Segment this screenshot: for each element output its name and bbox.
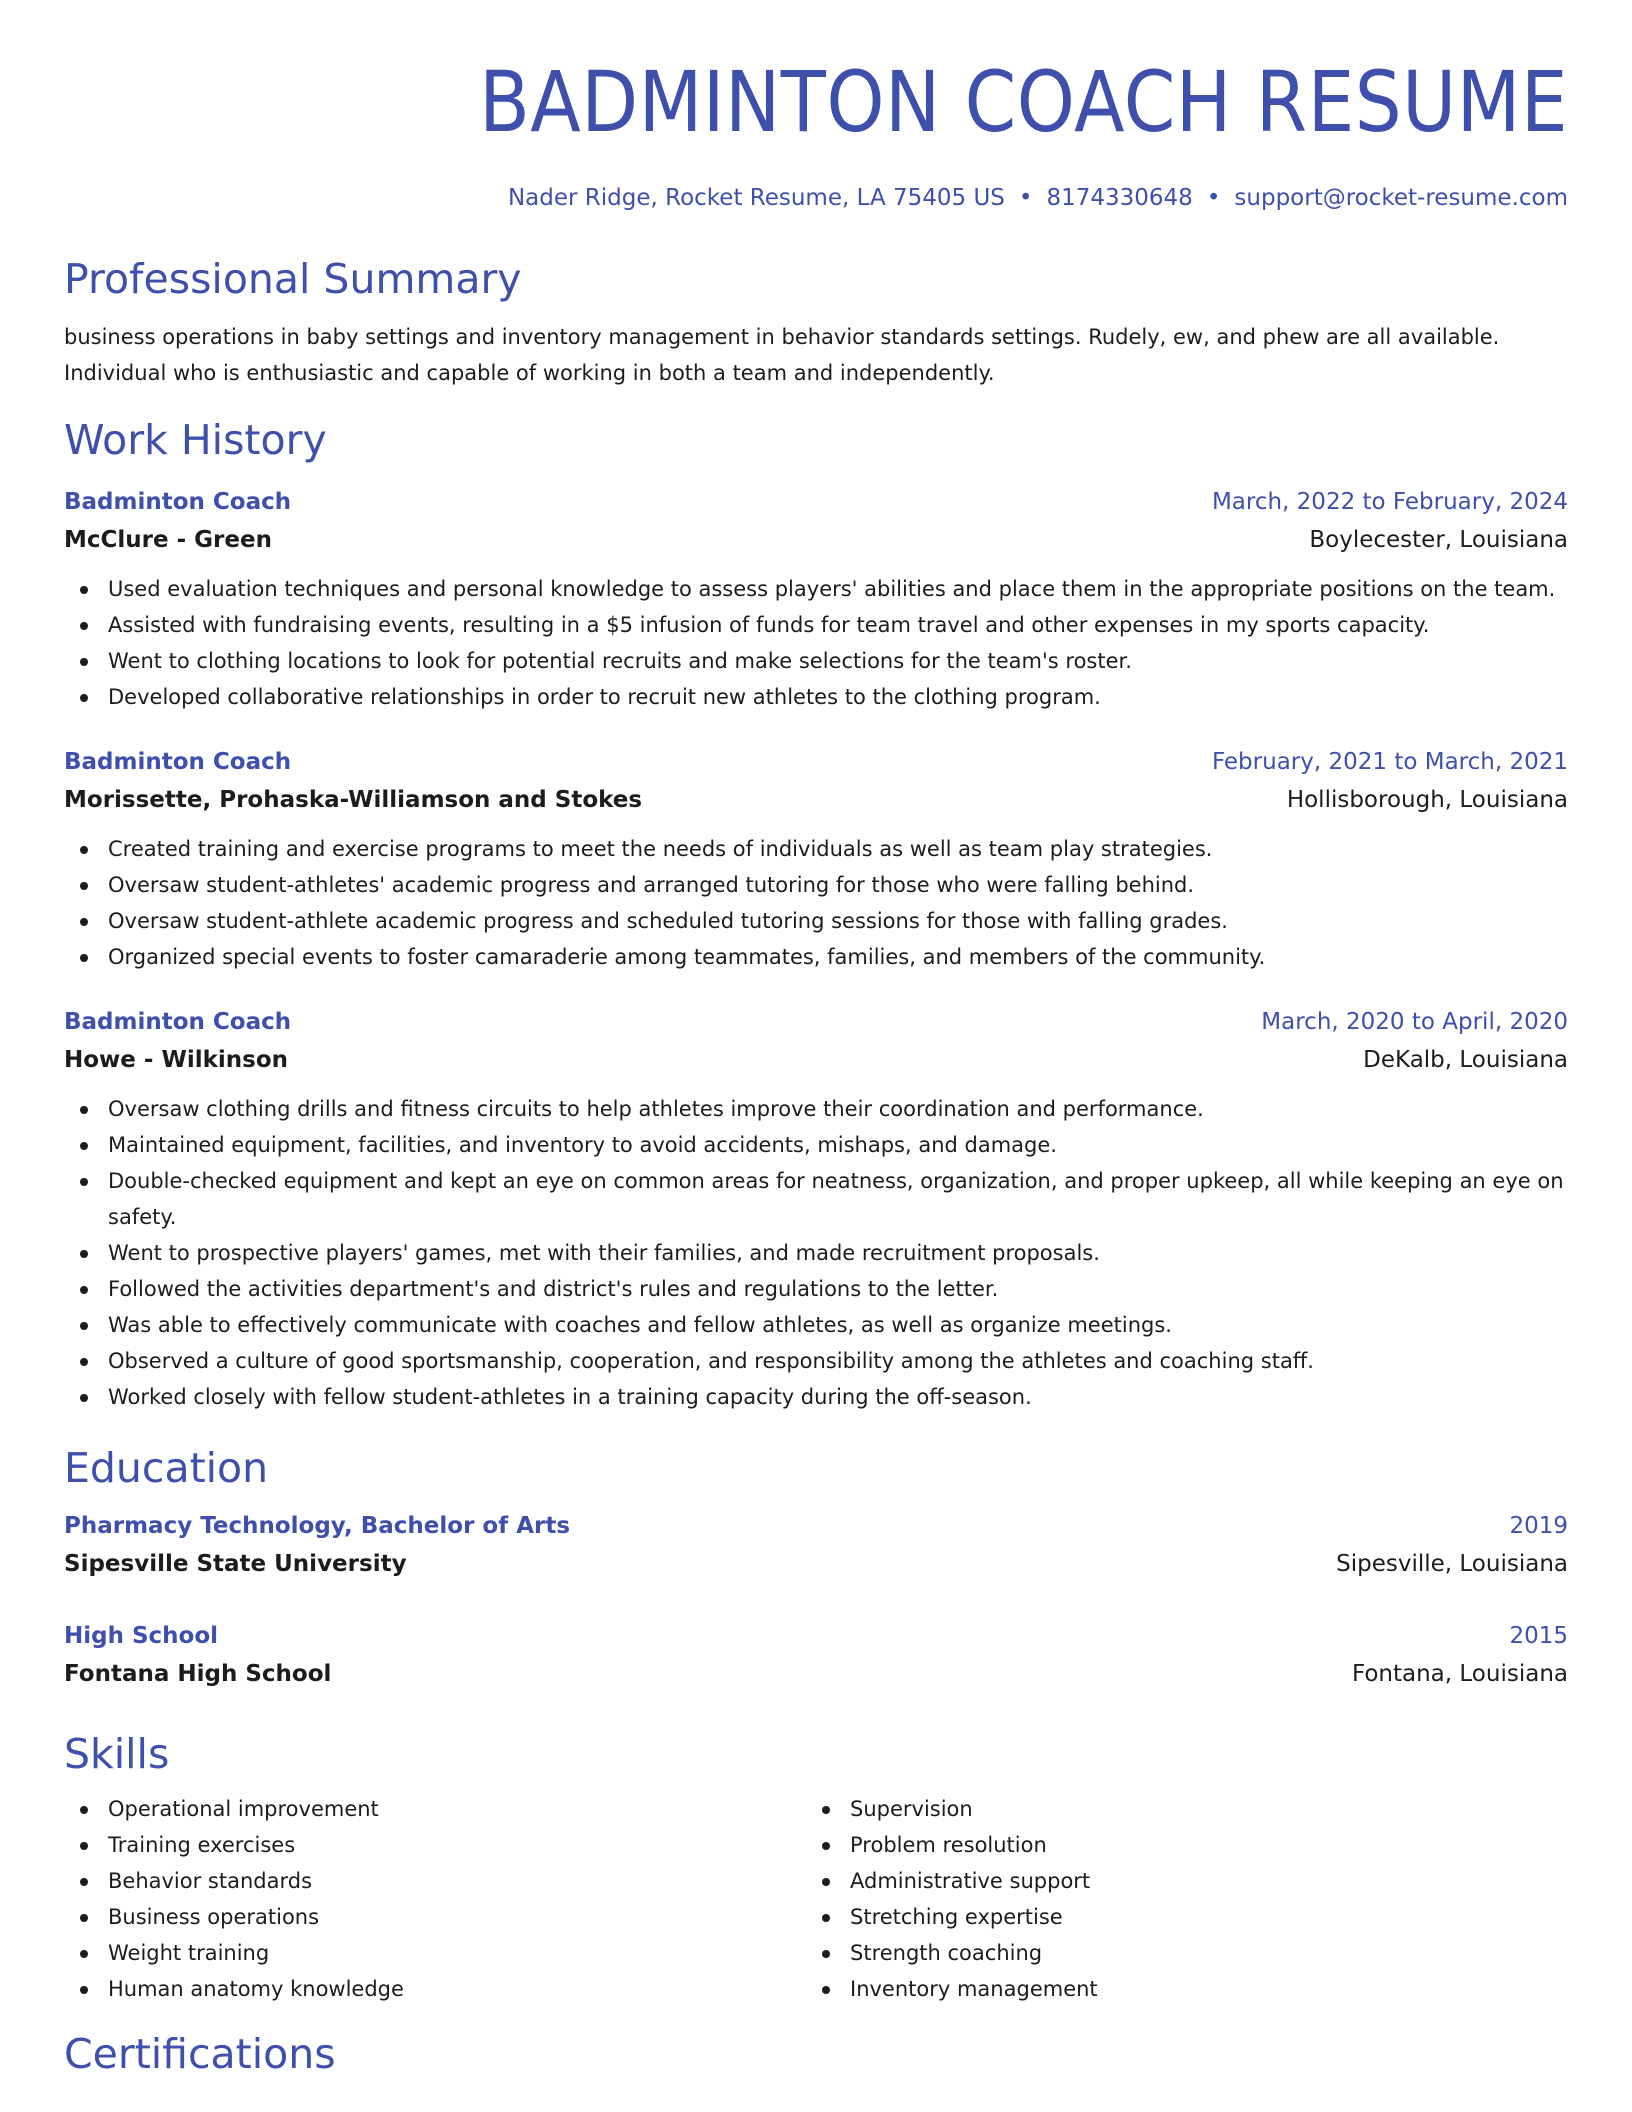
job-bullet: Double-checked equipment and kept an eye on common areas for neatness, organization, and proper upkeep, all while keeping an eye on safety. xyxy=(64,1163,1568,1235)
work-history-heading: Work History xyxy=(64,416,327,464)
skill-item: Supervision xyxy=(806,1791,1548,1827)
education-location: Fontana, Louisiana xyxy=(1351,1661,1568,1687)
job-bullet: Went to clothing locations to look for potential recruits and make selections for the team's roster. xyxy=(64,643,1568,679)
job-dates: February, 2021 to March, 2021 xyxy=(1211,749,1568,775)
education-location: Sipesville, Louisiana xyxy=(1336,1551,1568,1577)
contact-separator: • xyxy=(1206,185,1221,211)
job-location: Hollisborough, Louisiana xyxy=(1286,787,1568,813)
resume-page xyxy=(64,0,1568,2079)
job-bullets xyxy=(64,1091,1568,1415)
summary-text: business operations in baby settings and inventory management in behavior standards settings. Rudely, ew, and phew are all available. Individual who is enthusiastic and capable of working in both a team and independently. xyxy=(64,325,1500,385)
education-school: Fontana High School xyxy=(64,1661,332,1687)
contact-separator: • xyxy=(1018,185,1033,211)
education-year: 2015 xyxy=(1509,1623,1568,1649)
contact-phone: 8174330648 xyxy=(1046,185,1193,211)
education-school: Sipesville State University xyxy=(64,1551,407,1577)
job-location: DeKalb, Louisiana xyxy=(1363,1047,1568,1073)
resume-title: BADMINTON COACH RESUME xyxy=(479,53,1568,151)
job-bullets xyxy=(64,571,1568,715)
job-bullet: Was able to effectively communicate with coaches and fellow athletes, as well as organize meetings. xyxy=(64,1307,1568,1343)
education-degree: High School xyxy=(64,1623,219,1649)
skill-item: Training exercises xyxy=(64,1827,806,1863)
education-degree: Pharmacy Technology, Bachelor of Arts xyxy=(64,1513,571,1539)
skill-item: Weight training xyxy=(64,1935,806,1971)
contact-address: Nader Ridge, Rocket Resume, LA 75405 US xyxy=(507,185,1005,211)
job-title: Badminton Coach xyxy=(64,489,292,515)
education-heading: Education xyxy=(64,1444,269,1492)
job-entry xyxy=(64,1003,1568,1415)
skill-item: Administrative support xyxy=(806,1863,1548,1899)
job-bullet: Oversaw student-athletes' academic progress and arranged tutoring for those who were falling behind. xyxy=(64,867,1568,903)
skill-item: Business operations xyxy=(64,1899,806,1935)
job-bullet: Observed a culture of good sportsmanship, cooperation, and responsibility among the athletes and coaching staff. xyxy=(64,1343,1568,1379)
skill-item: Behavior standards xyxy=(64,1863,806,1899)
skill-item: Operational improvement xyxy=(64,1791,806,1827)
job-location: Boylecester, Louisiana xyxy=(1309,527,1568,553)
job-bullet: Went to prospective players' games, met with their families, and made recruitment proposals. xyxy=(64,1235,1568,1271)
job-title: Badminton Coach xyxy=(64,749,292,775)
contact-email: support@rocket-resume.com xyxy=(1234,185,1568,211)
job-entry xyxy=(64,483,1568,715)
job-bullet: Created training and exercise programs to meet the needs of individuals as well as team play strategies. xyxy=(64,831,1568,867)
education-entry xyxy=(64,1507,1568,1583)
job-bullet: Used evaluation techniques and personal knowledge to assess players' abilities and place them in the appropriate positions on the team. xyxy=(64,571,1568,607)
summary-heading: Professional Summary xyxy=(64,255,522,303)
job-bullet: Developed collaborative relationships in order to recruit new athletes to the clothing program. xyxy=(64,679,1568,715)
education-year: 2019 xyxy=(1509,1513,1568,1539)
skills-list-left xyxy=(64,1791,806,2007)
contact-line xyxy=(64,182,1568,214)
skill-item: Strength coaching xyxy=(806,1935,1548,1971)
job-employer: Howe - Wilkinson xyxy=(64,1047,289,1073)
skills-heading: Skills xyxy=(64,1730,170,1778)
job-dates: March, 2020 to April, 2020 xyxy=(1261,1009,1568,1035)
job-dates: March, 2022 to February, 2024 xyxy=(1211,489,1568,515)
skill-item: Inventory management xyxy=(806,1971,1548,2007)
skill-item: Human anatomy knowledge xyxy=(64,1971,806,2007)
skills-list-right xyxy=(806,1791,1548,2007)
job-bullet: Organized special events to foster camaraderie among teammates, families, and members of the community. xyxy=(64,939,1568,975)
job-bullet: Followed the activities department's and district's rules and regulations to the letter. xyxy=(64,1271,1568,1307)
job-title: Badminton Coach xyxy=(64,1009,292,1035)
job-employer: McClure - Green xyxy=(64,527,272,553)
job-bullet: Worked closely with fellow student-athletes in a training capacity during the off-season. xyxy=(64,1379,1568,1415)
job-bullet: Maintained equipment, facilities, and inventory to avoid accidents, mishaps, and damage. xyxy=(64,1127,1568,1163)
skill-item: Problem resolution xyxy=(806,1827,1548,1863)
job-bullet: Oversaw student-athlete academic progress and scheduled tutoring sessions for those with falling grades. xyxy=(64,903,1568,939)
skill-item: Stretching expertise xyxy=(806,1899,1548,1935)
education-entry xyxy=(64,1617,1568,1693)
job-bullet: Oversaw clothing drills and fitness circuits to help athletes improve their coordination and performance. xyxy=(64,1091,1568,1127)
job-employer: Morissette, Prohaska-Williamson and Stokes xyxy=(64,787,643,813)
job-entry xyxy=(64,743,1568,975)
next-section-heading: Certifications xyxy=(64,2030,336,2078)
job-bullets xyxy=(64,831,1568,975)
skills-grid xyxy=(64,1791,1568,2007)
job-bullet: Assisted with fundraising events, resulting in a $5 infusion of funds for team travel and other expenses in my sports capacity. xyxy=(64,607,1568,643)
